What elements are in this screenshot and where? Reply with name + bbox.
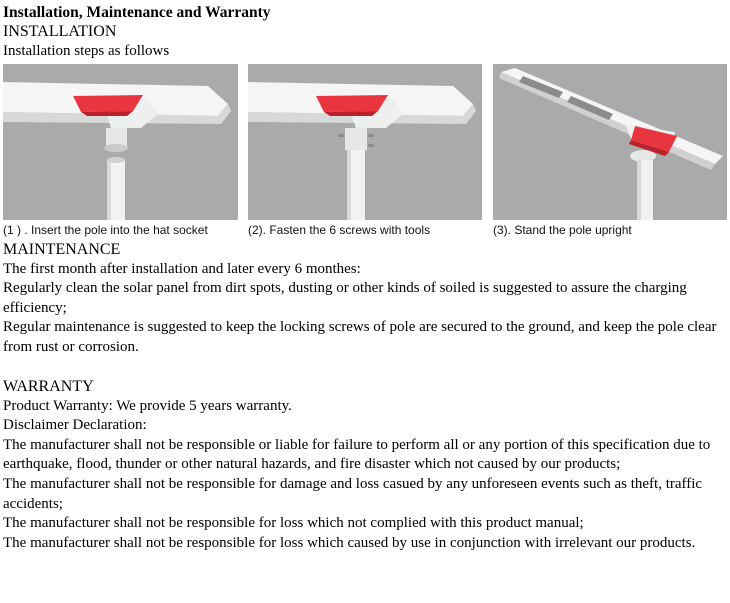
installation-figures — [3, 64, 727, 240]
figure-3-caption: (3). Stand the pole upright — [493, 222, 632, 237]
pole-into-socket-illustration — [3, 64, 238, 220]
section-spacer — [3, 358, 727, 377]
maintenance-line: Regular maintenance is suggested to keep the locking screws of pole are secured to the ground, and keep the pole clear from rust or corrosion. — [3, 319, 717, 355]
figure-step-3 — [493, 64, 727, 238]
installation-heading: INSTALLATION — [3, 23, 117, 40]
installation-intro: Installation steps as follows — [3, 43, 170, 59]
warranty-heading: WARRANTY — [3, 377, 94, 395]
figure-step-2 — [248, 64, 482, 238]
stand-pole-upright-illustration — [493, 64, 727, 220]
figure-step-1 — [3, 64, 238, 238]
page-title: Installation, Maintenance and Warranty — [3, 4, 271, 21]
figure-1-caption: (1 ) . Insert the pole into the hat socket — [3, 222, 208, 237]
warranty-line: The manufacturer shall not be responsible for loss which caused by use in conjunction with irrelevant our products. — [3, 534, 696, 551]
figure-2-caption: (2). Fasten the 6 screws with tools — [248, 222, 431, 237]
maintenance-line: The first month after installation and later every 6 monthes: — [3, 260, 361, 277]
fasten-screws-illustration — [248, 64, 482, 220]
warranty-line: The manufacturer shall not be responsible or liable for failure to perform all or any portion of this specification due to earthquake, flood, thunder or other natural hazards, and fire disaster which not caused by our products; — [3, 436, 711, 473]
warranty-line: Product Warranty: We provide 5 years warranty. — [3, 397, 292, 414]
document-page — [3, 3, 727, 553]
warranty-line: Disclaimer Declaration: — [3, 417, 147, 434]
maintenance-heading: MAINTENANCE — [3, 240, 121, 258]
warranty-line: The manufacturer shall not be responsible for damage and loss casued by any unforeseen events such as theft, traffic accidents; — [3, 475, 703, 512]
warranty-line: The manufacturer shall not be responsible for loss which not complied with this product manual; — [3, 515, 584, 532]
maintenance-line: Regularly clean the solar panel from dirt spots, dusting or other kinds of soiled is suggested to assure the charging efficiency; — [3, 280, 687, 316]
